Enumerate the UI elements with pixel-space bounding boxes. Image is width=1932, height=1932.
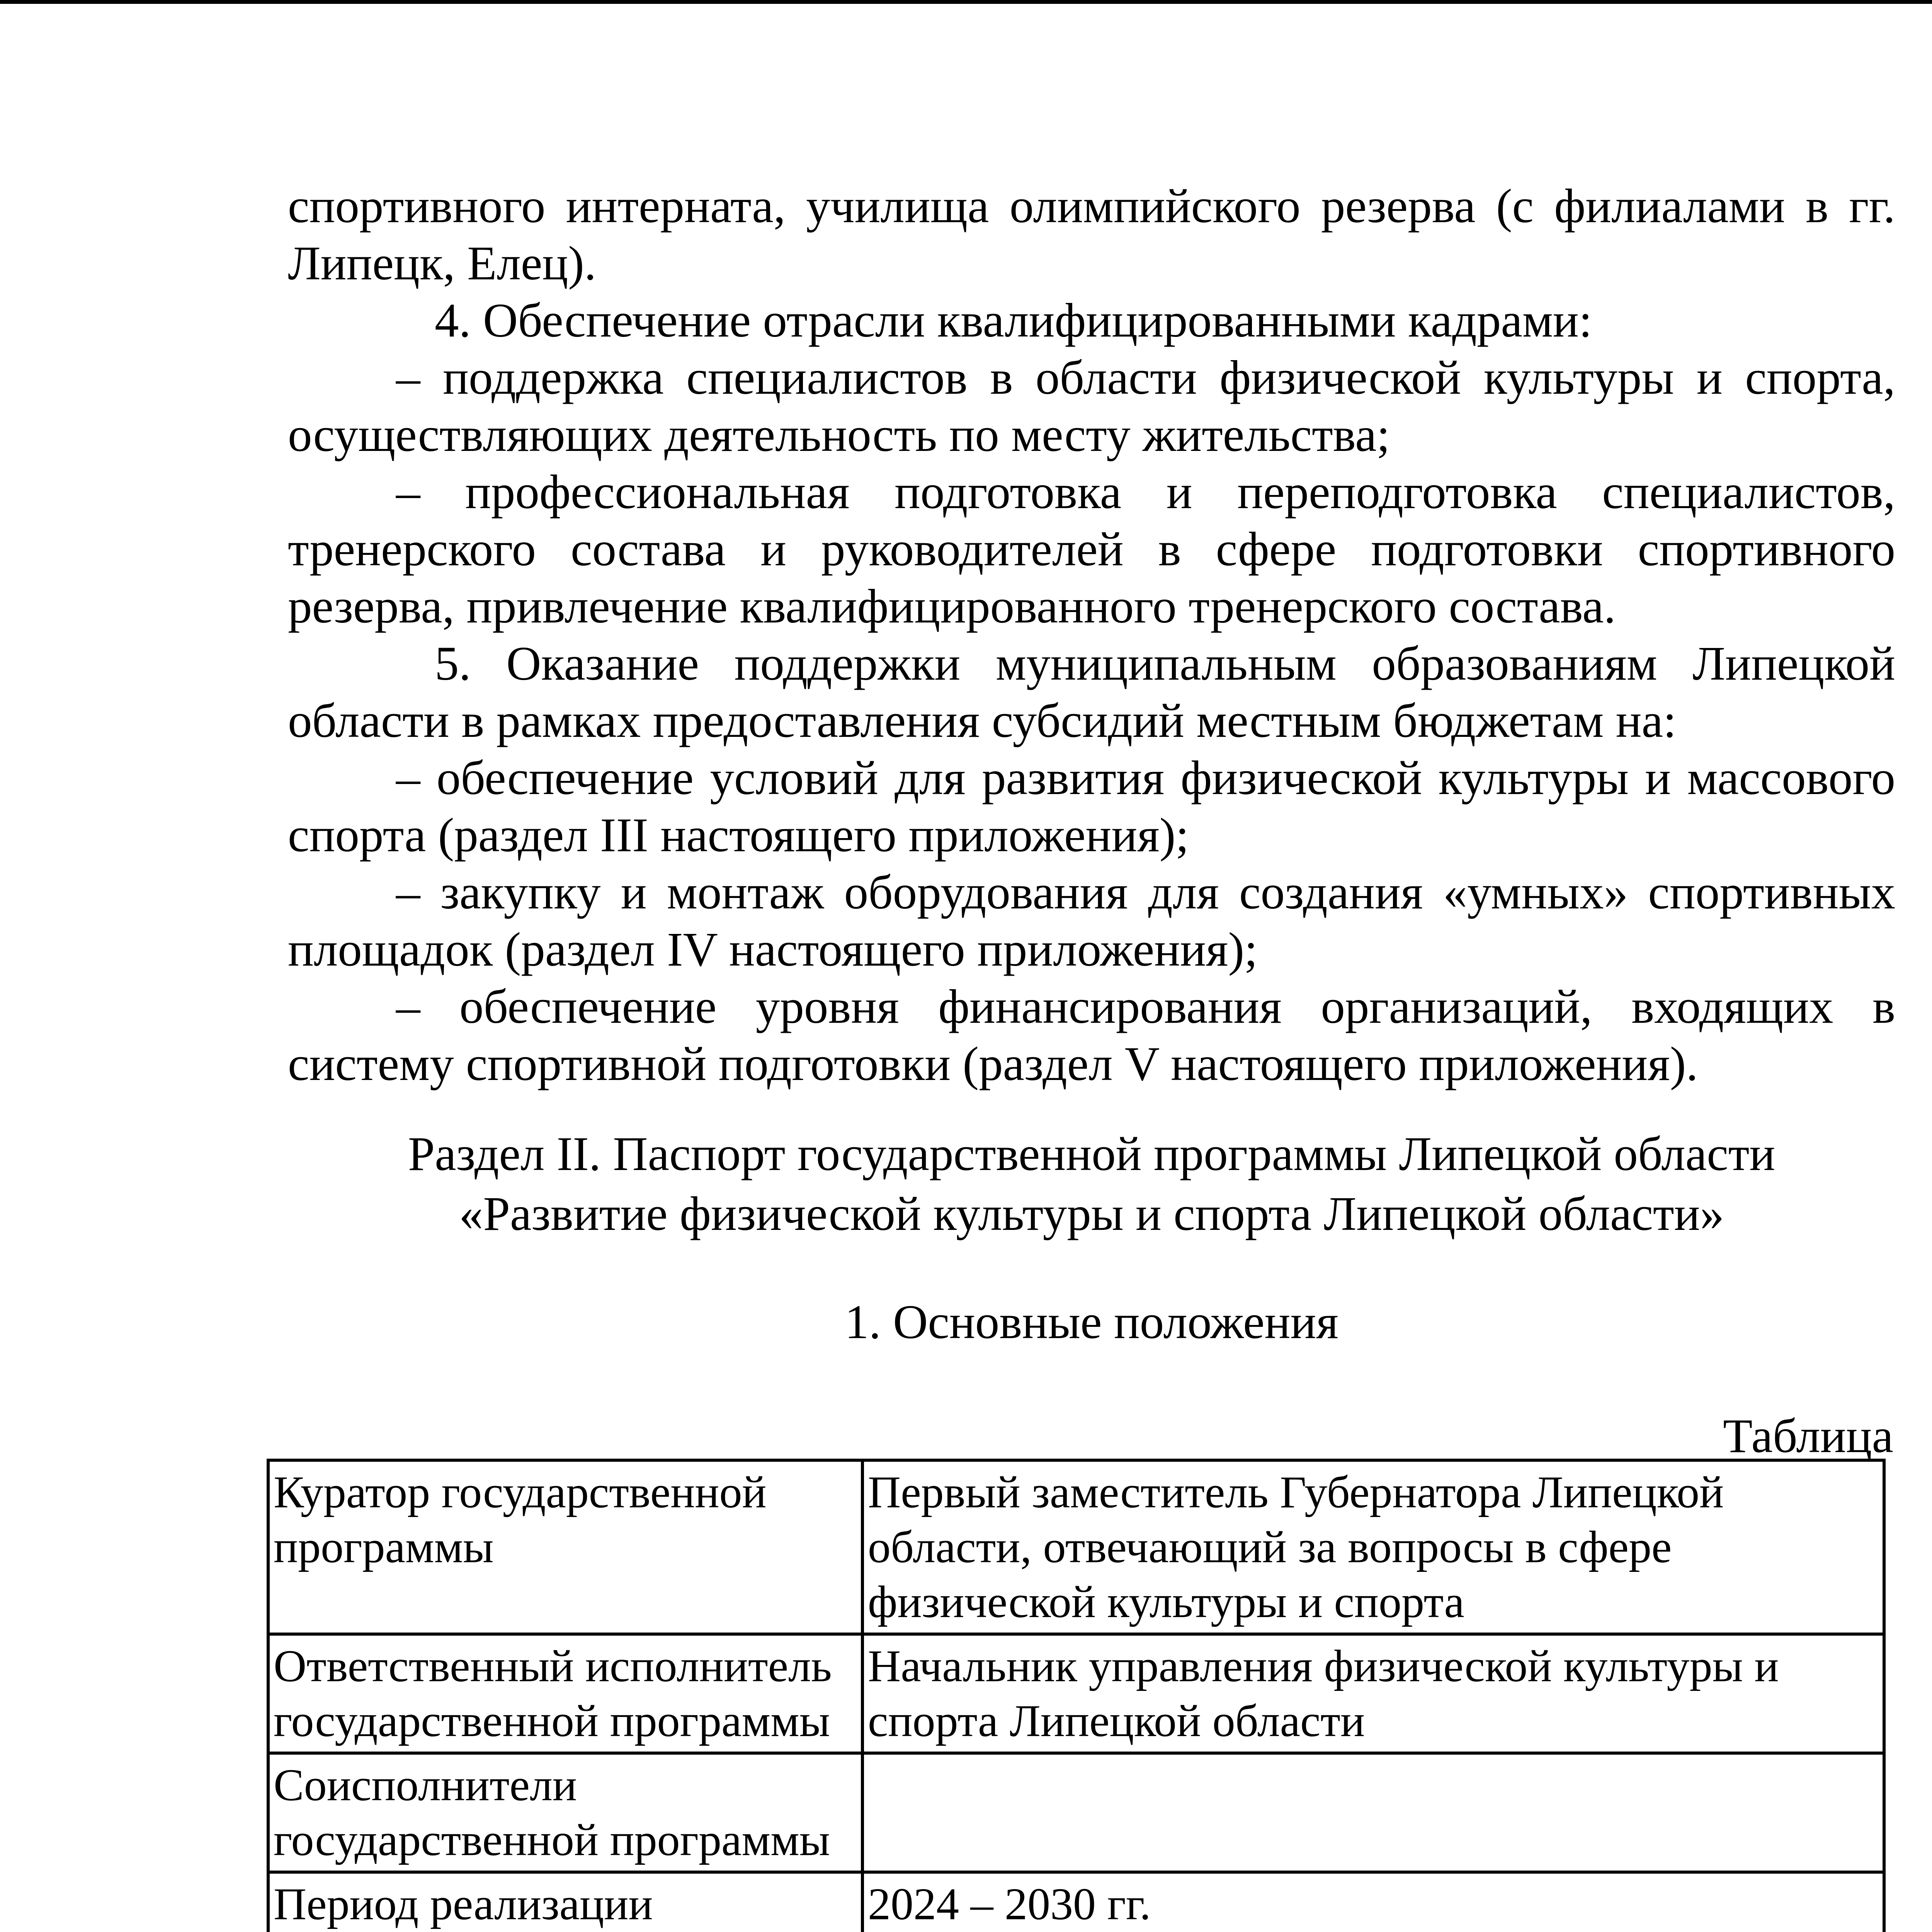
table-row: [268, 1753, 1884, 1872]
list-subitem-5-3: – обеспечение уровня финансирования организаций, входящих в систему спортивной подготовки (раздел V настоящего приложения).: [288, 980, 1895, 1091]
section-title: [288, 1124, 1895, 1244]
row-label: Соисполнители государственной программы: [268, 1753, 862, 1872]
row-value: Начальник управления физической культуры и спорта Липецкой области: [862, 1634, 1884, 1753]
list-item-4: 4. Обеспечение отрасли квалифицированными кадрами:: [435, 294, 1592, 347]
list-subitem-4-2: – профессиональная подготовка и переподготовка специалистов, тренерского состава и руководителей в сфере подготовки спортивного резерва, привлечение квалифицированного тренерского состава.: [288, 466, 1895, 633]
row-label: Период реализации: [268, 1872, 862, 1932]
row-value: 2024 – 2030 гг.: [862, 1872, 1884, 1932]
row-value: Первый заместитель Губернатора Липецкой области, отвечающий за вопросы в сфере физической культуры и спорта: [862, 1460, 1884, 1634]
scan-edge-top: [0, 0, 1932, 4]
list-subitem-5-2: – закупку и монтаж оборудования для создания «умных» спортивных площадок (раздел IV настоящего приложения);: [288, 866, 1895, 976]
section-title-line-2: «Развитие физической культуры и спорта Липецкой области»: [459, 1187, 1725, 1241]
list-item-5: 5. Оказание поддержки муниципальным образованиям Липецкой области в рамках предоставления субсидий местным бюджетам на:: [288, 637, 1895, 748]
passport-table: [267, 1459, 1886, 1932]
body-text: [288, 178, 1895, 1093]
paragraph-continuation: спортивного интерната, училища олимпийского резерва (с филиалами в гг. Липецк, Елец).: [288, 180, 1895, 290]
row-value: [862, 1753, 1884, 1872]
table-row: [268, 1634, 1884, 1753]
list-subitem-5-1: – обеспечение условий для развития физической культуры и массового спорта (раздел III настоящего приложения);: [288, 752, 1895, 862]
subsection-title: 1. Основные положения: [845, 1296, 1338, 1349]
row-label: Ответственный исполнитель государственной программы: [268, 1634, 862, 1753]
table-caption: Таблица: [1723, 1410, 1893, 1463]
list-subitem-4-1: – поддержка специалистов в области физической культуры и спорта, осуществляющих деятельность по месту жительства;: [288, 351, 1895, 462]
section-title-line-1: Раздел II. Паспорт государственной программы Липецкой области: [408, 1128, 1776, 1181]
table-row: [268, 1460, 1884, 1634]
table-row: [268, 1872, 1884, 1932]
row-label: Куратор государственной программы: [268, 1460, 862, 1634]
